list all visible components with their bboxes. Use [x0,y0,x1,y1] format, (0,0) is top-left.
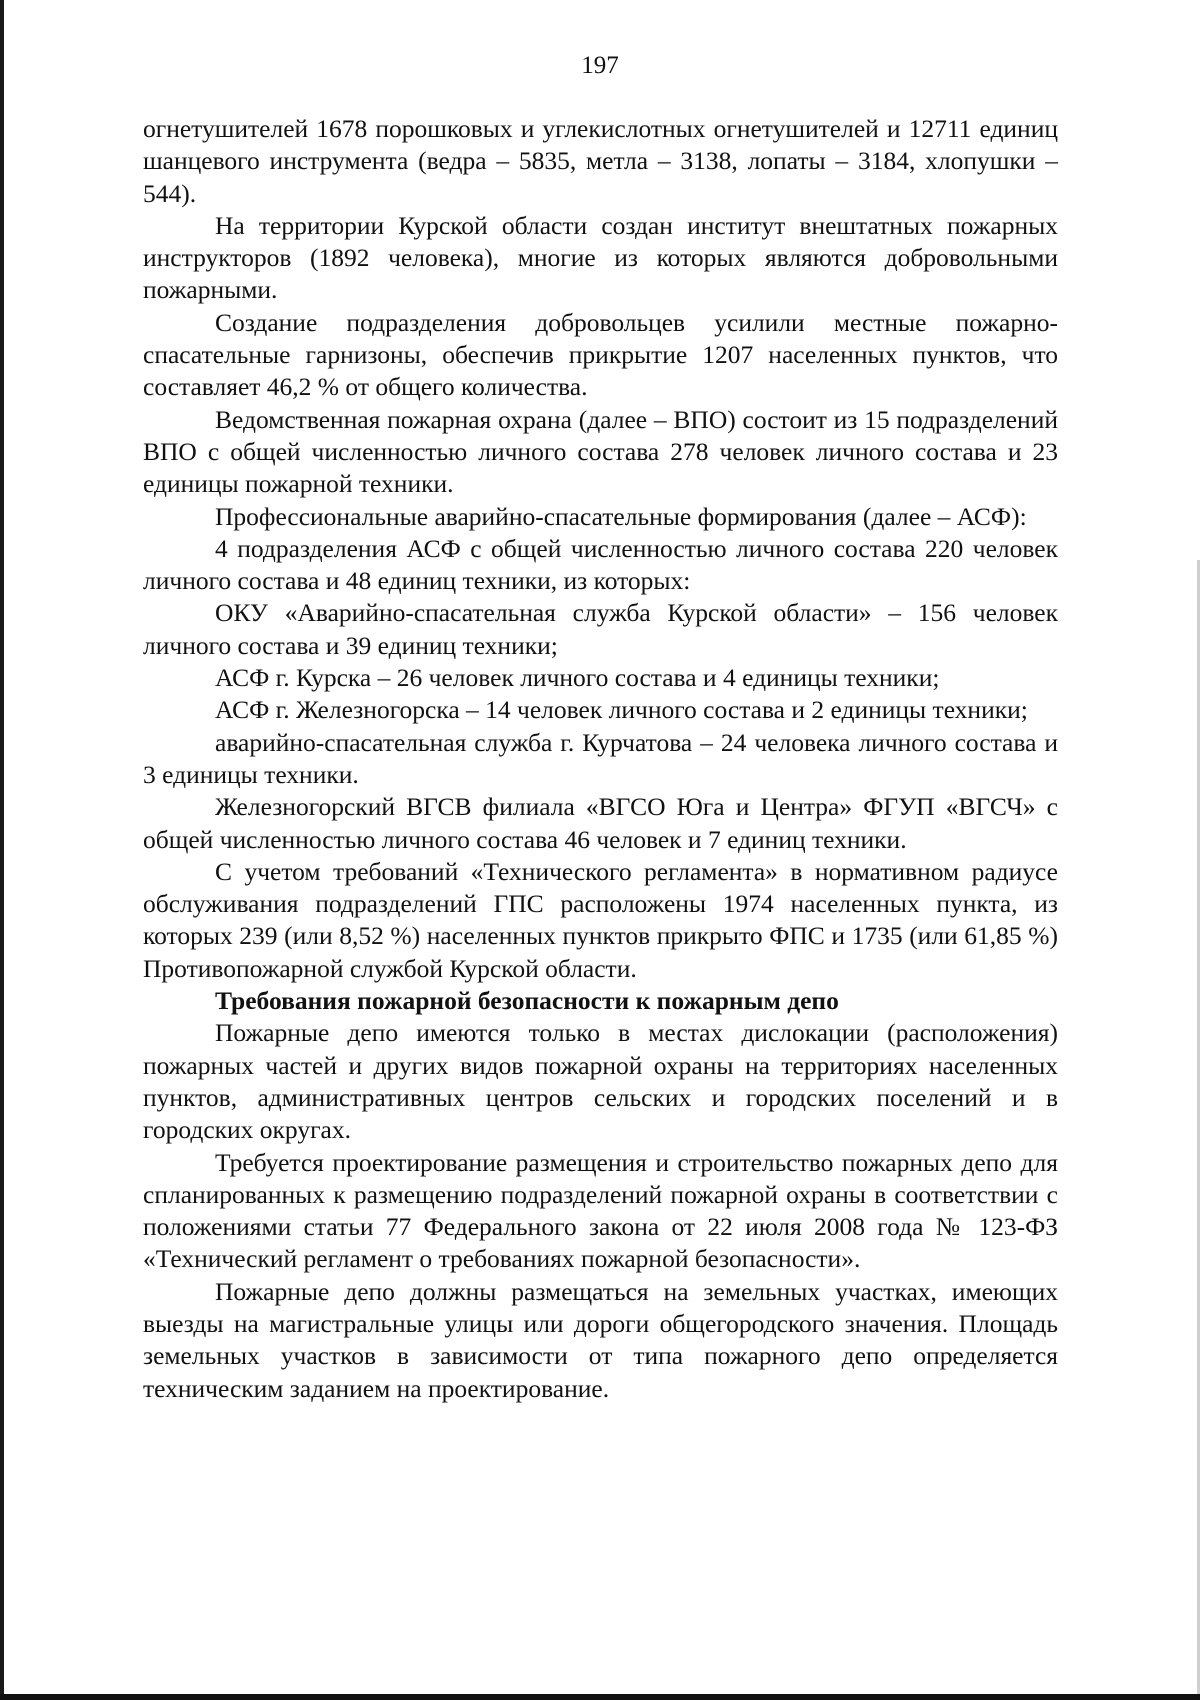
paragraph-depots-design: Требуется проектирование размещения и строительство пожарных депо для спланированных к размещению подразделений пожарной охраны в соответствии с положениями статьи 77 Федерального закона от 22 июля 2008 года № 123-ФЗ «Технический регламент о требованиях пожарной безопасности». [143,1147,1058,1274]
scan-left-border [0,0,4,1700]
page-number: 197 [581,52,619,79]
section-heading: Требования пожарной безопасности к пожарным депо [215,986,839,1016]
paragraph-vgsv: Железногорский ВГСВ филиала «ВГСО Юга и Центра» ФГУП «ВГСЧ» с общей численностью личного состава 46 человек и 7 единиц техники. [143,792,1058,854]
paragraph-continuation: огнетушителей 1678 порошковых и углекислотных огнетушителей и 12711 единиц шанцевого инструмента (ведра – 5835, метла – 3138, лопаты – 3184, хлопушки – 544). [143,114,1058,208]
paragraph-asf-kursk: АСФ г. Курска – 26 человек личного состава и 4 единицы техники; [215,663,940,693]
document-body [143,113,1058,1405]
paragraph-regulation: С учетом требований «Технического регламента» в нормативном радиусе обслуживания подразделений ГПС расположены 1974 населенных пункта, из которых 239 (или 8,52 %) населенных пунктов прикрыто ФПС и 1735 (или 61,85 %) Противопожарной службой Курской области. [143,856,1058,983]
paragraph-depots-location: Пожарные депо имеются только в местах дислокации (расположения) пожарных частей и других видов пожарной охраны на территориях населенных пунктов, административных центров сельских и городских поселений и в городских округах. [143,1018,1058,1145]
paragraph-oku: ОКУ «Аварийно-спасательная служба Курской области» – 156 человек личного состава и 39 единиц техники; [143,598,1058,660]
paragraph-instructors: На территории Курской области создан институт внештатных пожарных инструкторов (1892 человека), многие из которых являются добровольными пожарными. [143,210,1058,305]
paragraph-kurchatov: аварийно-спасательная служба г. Курчатова – 24 человека личного состава и 3 единицы техники. [143,727,1058,789]
paragraph-volunteers: Создание подразделения добровольцев усилили местные пожарно-спасательные гарнизоны, обеспечив прикрытие 1207 населенных пунктов, что составляет 46,2 % от общего количества. [143,307,1058,402]
scan-bottom-border [0,1694,1200,1700]
paragraph-vpo: Ведомственная пожарная охрана (далее – ВПО) состоит из 15 подразделений ВПО с общей численностью личного состава 278 человек личного состава и 23 единицы пожарной техники. [143,404,1058,499]
paragraph-asf-zheleznogorsk: АСФ г. Железногорска – 14 человек личного состава и 2 единицы техники; [215,695,1028,725]
paragraph-asf-intro: Профессиональные аварийно-спасательные формирования (далее – АСФ): [215,501,1027,531]
paragraph-asf-units: 4 подразделения АСФ с общей численностью личного состава 220 человек личного состава и 48 единиц техники, из которых: [143,533,1058,596]
paragraph-depots-land: Пожарные депо должны размещаться на земельных участках, имеющих выезды на магистральные улицы или дороги общегородского значения. Площадь земельных участков в зависимости от типа пожарного депо определяется техническим заданием на проектирование. [143,1276,1058,1403]
